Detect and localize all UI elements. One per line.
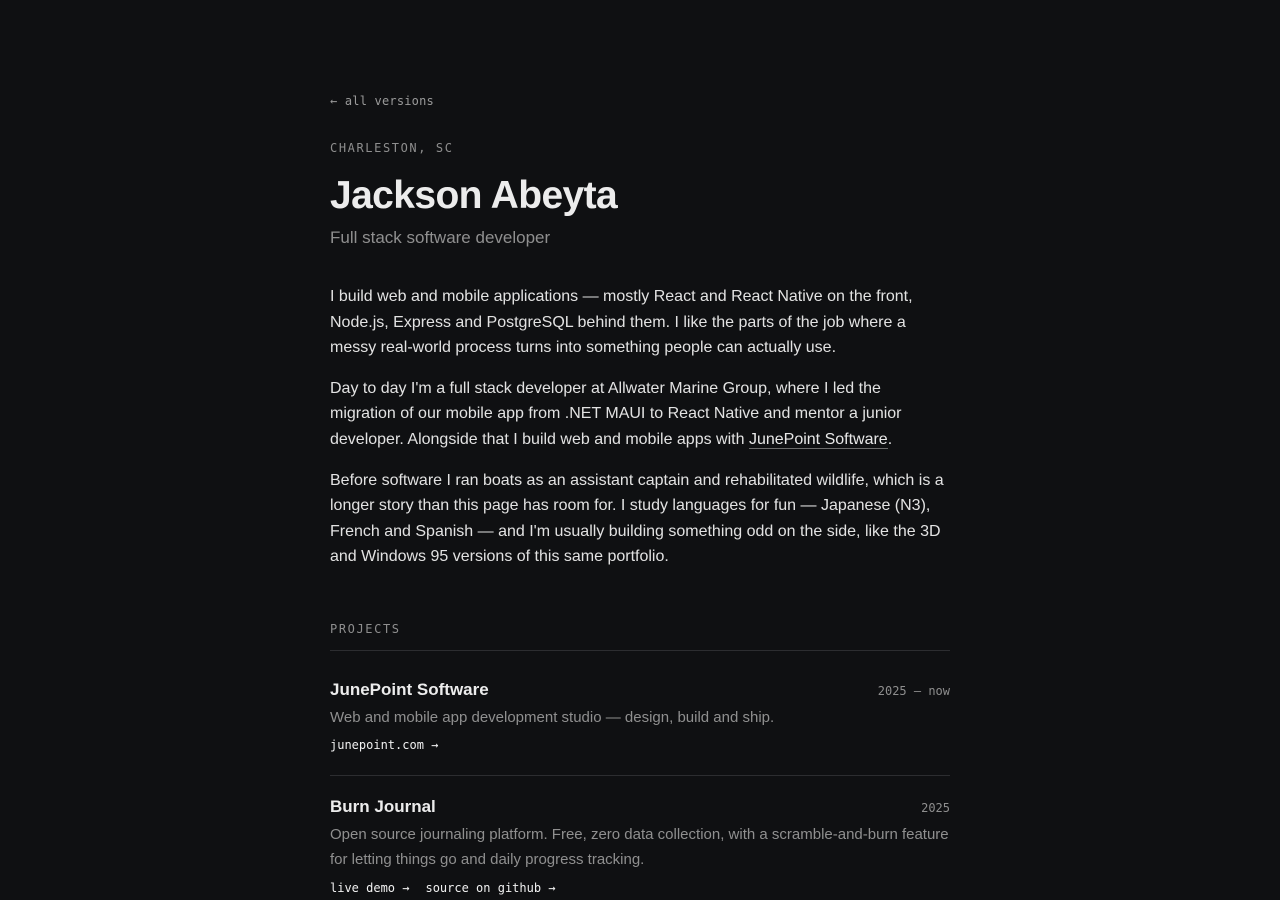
project-title: Burn Journal (330, 797, 436, 816)
project-title: JunePoint Software (330, 680, 489, 699)
role-subtitle: Full stack software developer (330, 228, 551, 247)
project-divider (330, 775, 950, 776)
bio-paragraph-1: I build web and mobile applications — mostly React and React Native on the front, Node.js, Express and PostgreSQL behind them. I like the parts of the job where a messy real-world process turns into something people can actually use. (330, 288, 913, 357)
projects-heading: PROJECTS (330, 622, 401, 636)
project-description: Open source journaling platform. Free, zero data collection, with a scramble-and-burn feature for letting things go and daily progress tracking. (330, 826, 949, 868)
project-dates: 2025 — now (877, 684, 950, 698)
project-links (330, 738, 454, 752)
github-source-link[interactable]: source on github → (425, 881, 556, 895)
bio-section (330, 284, 950, 585)
project-links (330, 881, 572, 895)
junepoint-site-link[interactable]: junepoint.com → (330, 738, 439, 752)
project-dates: 2025 (921, 801, 950, 815)
location-label: CHARLESTON, SC (330, 141, 454, 155)
projects-divider (330, 650, 950, 651)
project-description: Web and mobile app development studio — design, build and ship. (330, 709, 775, 726)
bio-paragraph-2 (330, 376, 950, 453)
junepoint-inline-link[interactable]: JunePoint Software (748, 430, 888, 448)
all-versions-link[interactable]: ← all versions (330, 94, 434, 108)
bio-paragraph-2-text: Day to day I'm a full stack developer at Allwater Marine Group, where I led the migration of our mobile app from .NET MAUI to React Native and mentor a junior developer. Alongside that I build web and mobile apps with (330, 379, 902, 448)
bio-paragraph-3: Before software I ran boats as an assistant captain and rehabilitated wildlife, which is a longer story than this page has room for. I study languages for fun — Japanese (N3), French and Spanish — and I'm usually building something odd on the side, like the 3D and Windows 95 versions of this same portfolio. (330, 471, 944, 566)
page-title: Jackson Abeyta (330, 174, 618, 217)
live-demo-link[interactable]: live demo → (330, 881, 410, 895)
bio-paragraph-2-end: . (887, 430, 893, 448)
